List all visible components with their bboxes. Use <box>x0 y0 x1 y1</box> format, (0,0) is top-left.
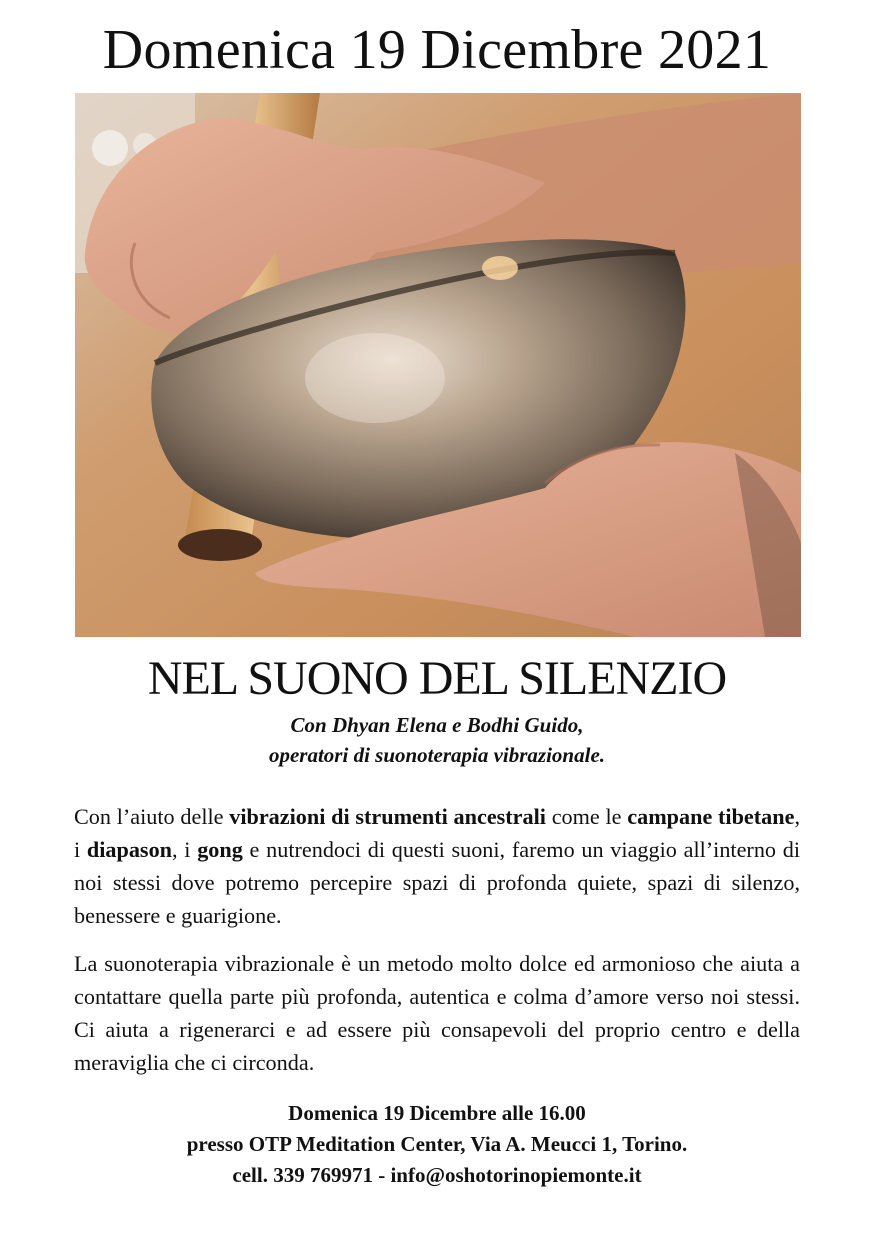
description-paragraph-1: Con l’aiuto delle vibrazioni di strumenti ancestrali come le campane tibetane, i diapason, i gong e nutrendoci di questi suoni, faremo un viaggio all’interno di noi stessi dove potremo percepire spazi di profonda quiete, spazi di silenzo, benessere e guarigione. <box>74 804 800 928</box>
subtitle-line-role: operatori di suonoterapia vibrazionale. <box>268 743 606 767</box>
bold-phrase: vibrazioni di strumenti ancestrali <box>229 804 546 829</box>
bold-phrase: diapason <box>86 837 173 862</box>
event-where: presso OTP Meditation Center, Via A. Meucci 1, Torino. <box>186 1132 688 1156</box>
event-contact: cell. 339 769971 - info@oshotorinopiemonte.it <box>232 1163 642 1187</box>
description-paragraph-2: La suonoterapia vibrazionale è un metodo molto dolce ed armonioso che aiuta a contattare quella parte più profonda, autentica e colma d’amore verso noi stessi. Ci aiuta a rigenerarci e ad essere più consapevoli del proprio centro e della meraviglia che ci circonda. <box>74 951 800 1075</box>
bold-phrase: campane tibetane <box>627 804 795 829</box>
event-details <box>0 1098 874 1191</box>
event-title: NEL SUONO DEL SILENZIO <box>147 652 727 705</box>
bold-phrase: gong <box>197 837 243 862</box>
event-when: Domenica 19 Dicembre alle 16.00 <box>288 1101 586 1125</box>
singing-bowl-photo <box>75 93 801 637</box>
subtitle-line-hosts: Con Dhyan Elena e Bodhi Guido, <box>290 713 584 737</box>
event-subtitle <box>0 710 874 770</box>
page-date-title: Domenica 19 Dicembre 2021 <box>102 19 772 81</box>
